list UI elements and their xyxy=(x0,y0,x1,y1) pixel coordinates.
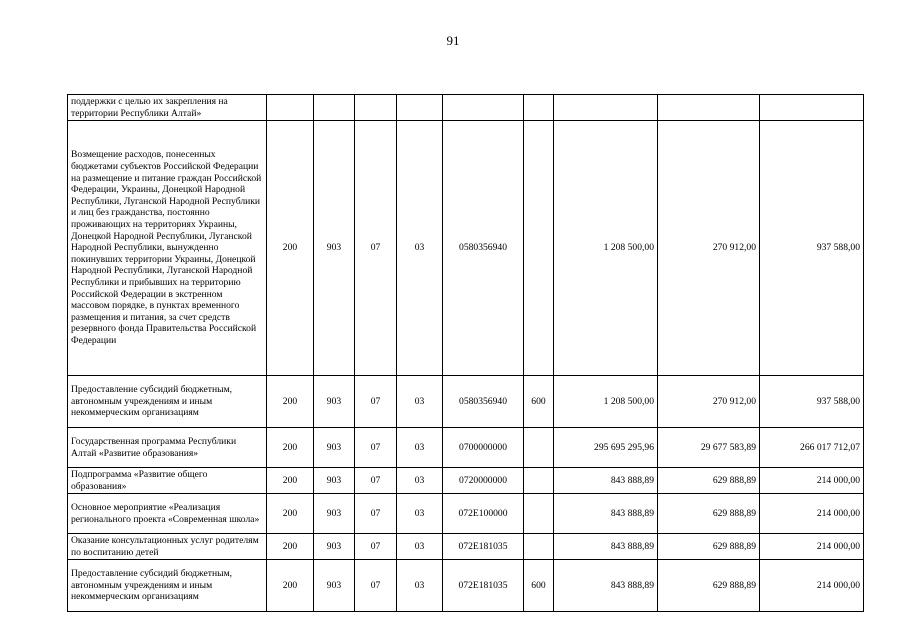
cell-col6 xyxy=(524,468,554,494)
cell-col3: 07 xyxy=(355,534,397,560)
cell-col3: 07 xyxy=(355,376,397,428)
cell-col4: 03 xyxy=(397,534,443,560)
page-number: 91 xyxy=(446,33,460,48)
cell-col5: 0720000000 xyxy=(443,468,524,494)
cell-col7: 843 888,89 xyxy=(554,560,658,612)
cell-name: Основное мероприятие «Реализация регионального проекта «Современная школа» xyxy=(68,494,267,534)
cell-col2: 903 xyxy=(314,534,355,560)
cell-col8: 629 888,89 xyxy=(658,560,760,612)
cell-col3: 07 xyxy=(355,494,397,534)
cell-col8: 629 888,89 xyxy=(658,468,760,494)
cell-col5: 0580356940 xyxy=(443,121,524,376)
cell-col2: 903 xyxy=(314,560,355,612)
cell-col7: 1 208 500,00 xyxy=(554,121,658,376)
cell-col4: 03 xyxy=(397,560,443,612)
cell-name: поддержки с целью их закрепления на территории Республики Алтай» xyxy=(68,95,267,121)
cell-col3: 07 xyxy=(355,468,397,494)
cell-col7: 843 888,89 xyxy=(554,534,658,560)
cell-col2: 903 xyxy=(314,121,355,376)
cell-col6: 600 xyxy=(524,376,554,428)
table-row xyxy=(68,534,864,560)
cell-name: Предоставление субсидий бюджетным, автономным учреждениям и иным некоммерческим организациям xyxy=(68,560,267,612)
cell-col7: 843 888,89 xyxy=(554,468,658,494)
cell-col5 xyxy=(443,95,524,121)
cell-col3: 07 xyxy=(355,428,397,468)
cell-col8 xyxy=(658,95,760,121)
cell-col1: 200 xyxy=(267,534,314,560)
cell-col1: 200 xyxy=(267,468,314,494)
cell-col8: 629 888,89 xyxy=(658,494,760,534)
cell-col1: 200 xyxy=(267,494,314,534)
cell-col8: 270 912,00 xyxy=(658,376,760,428)
cell-col6: 600 xyxy=(524,560,554,612)
cell-col5: 072Е181035 xyxy=(443,560,524,612)
cell-col8: 29 677 583,89 xyxy=(658,428,760,468)
cell-col1: 200 xyxy=(267,560,314,612)
table-row xyxy=(68,428,864,468)
cell-col4: 03 xyxy=(397,428,443,468)
cell-col6 xyxy=(524,121,554,376)
cell-col2: 903 xyxy=(314,428,355,468)
cell-col9: 266 017 712,07 xyxy=(760,428,864,468)
cell-col4: 03 xyxy=(397,376,443,428)
table-row xyxy=(68,494,864,534)
cell-col4: 03 xyxy=(397,121,443,376)
cell-col2: 903 xyxy=(314,376,355,428)
cell-col4: 03 xyxy=(397,468,443,494)
cell-name: Государственная программа Республики Алтай «Развитие образования» xyxy=(68,428,267,468)
cell-col7: 843 888,89 xyxy=(554,494,658,534)
cell-col4 xyxy=(397,95,443,121)
table-row xyxy=(68,95,864,121)
cell-col3 xyxy=(355,95,397,121)
cell-col6 xyxy=(524,428,554,468)
cell-col9: 214 000,00 xyxy=(760,494,864,534)
cell-col9: 214 000,00 xyxy=(760,560,864,612)
cell-name: Возмещение расходов, понесенных бюджетами субъектов Российской Федерации на размещение и питание граждан Российской Федерации, Украины, Донецкой Народной Республики, Луганской Народной Республики и лиц без гражданства, постоянно проживающих на территориях Украины, Донецкой Народной Республики, Луганской Народной Республики, вынужденно покинувших территории Украины, Донецкой Народной Республики, Луганской Народной Республики и прибывших на территорию Российской Федерации в экстренном массовом порядке, в пунктах временного размещения и питания, за счет средств резервного фонда Правительства Российской Федерации xyxy=(68,121,267,376)
cell-col8: 629 888,89 xyxy=(658,534,760,560)
table-row xyxy=(68,121,864,376)
cell-col7: 1 208 500,00 xyxy=(554,376,658,428)
cell-col1 xyxy=(267,95,314,121)
cell-col7 xyxy=(554,95,658,121)
table-row xyxy=(68,468,864,494)
cell-col2: 903 xyxy=(314,494,355,534)
cell-col1: 200 xyxy=(267,428,314,468)
cell-col6 xyxy=(524,494,554,534)
cell-col5: 072Е100000 xyxy=(443,494,524,534)
cell-col6 xyxy=(524,534,554,560)
cell-col2: 903 xyxy=(314,468,355,494)
cell-col5: 0700000000 xyxy=(443,428,524,468)
cell-col9: 214 000,00 xyxy=(760,534,864,560)
cell-name: Оказание консультационных услуг родителям по воспитанию детей xyxy=(68,534,267,560)
cell-col5: 0580356940 xyxy=(443,376,524,428)
cell-col3: 07 xyxy=(355,121,397,376)
cell-col7: 295 695 295,96 xyxy=(554,428,658,468)
cell-col8: 270 912,00 xyxy=(658,121,760,376)
cell-col9: 937 588,00 xyxy=(760,376,864,428)
cell-col5: 072Е181035 xyxy=(443,534,524,560)
table-body xyxy=(68,95,864,612)
cell-col9: 937 588,00 xyxy=(760,121,864,376)
cell-col9 xyxy=(760,95,864,121)
table-row xyxy=(68,560,864,612)
cell-col2 xyxy=(314,95,355,121)
cell-col3: 07 xyxy=(355,560,397,612)
cell-col1: 200 xyxy=(267,121,314,376)
budget-table xyxy=(67,94,864,612)
cell-name: Подпрограмма «Развитие общего образования» xyxy=(68,468,267,494)
cell-name: Предоставление субсидий бюджетным, автономным учреждениям и иным некоммерческим организациям xyxy=(68,376,267,428)
table-row xyxy=(68,376,864,428)
cell-col1: 200 xyxy=(267,376,314,428)
cell-col6 xyxy=(524,95,554,121)
cell-col4: 03 xyxy=(397,494,443,534)
cell-col9: 214 000,00 xyxy=(760,468,864,494)
